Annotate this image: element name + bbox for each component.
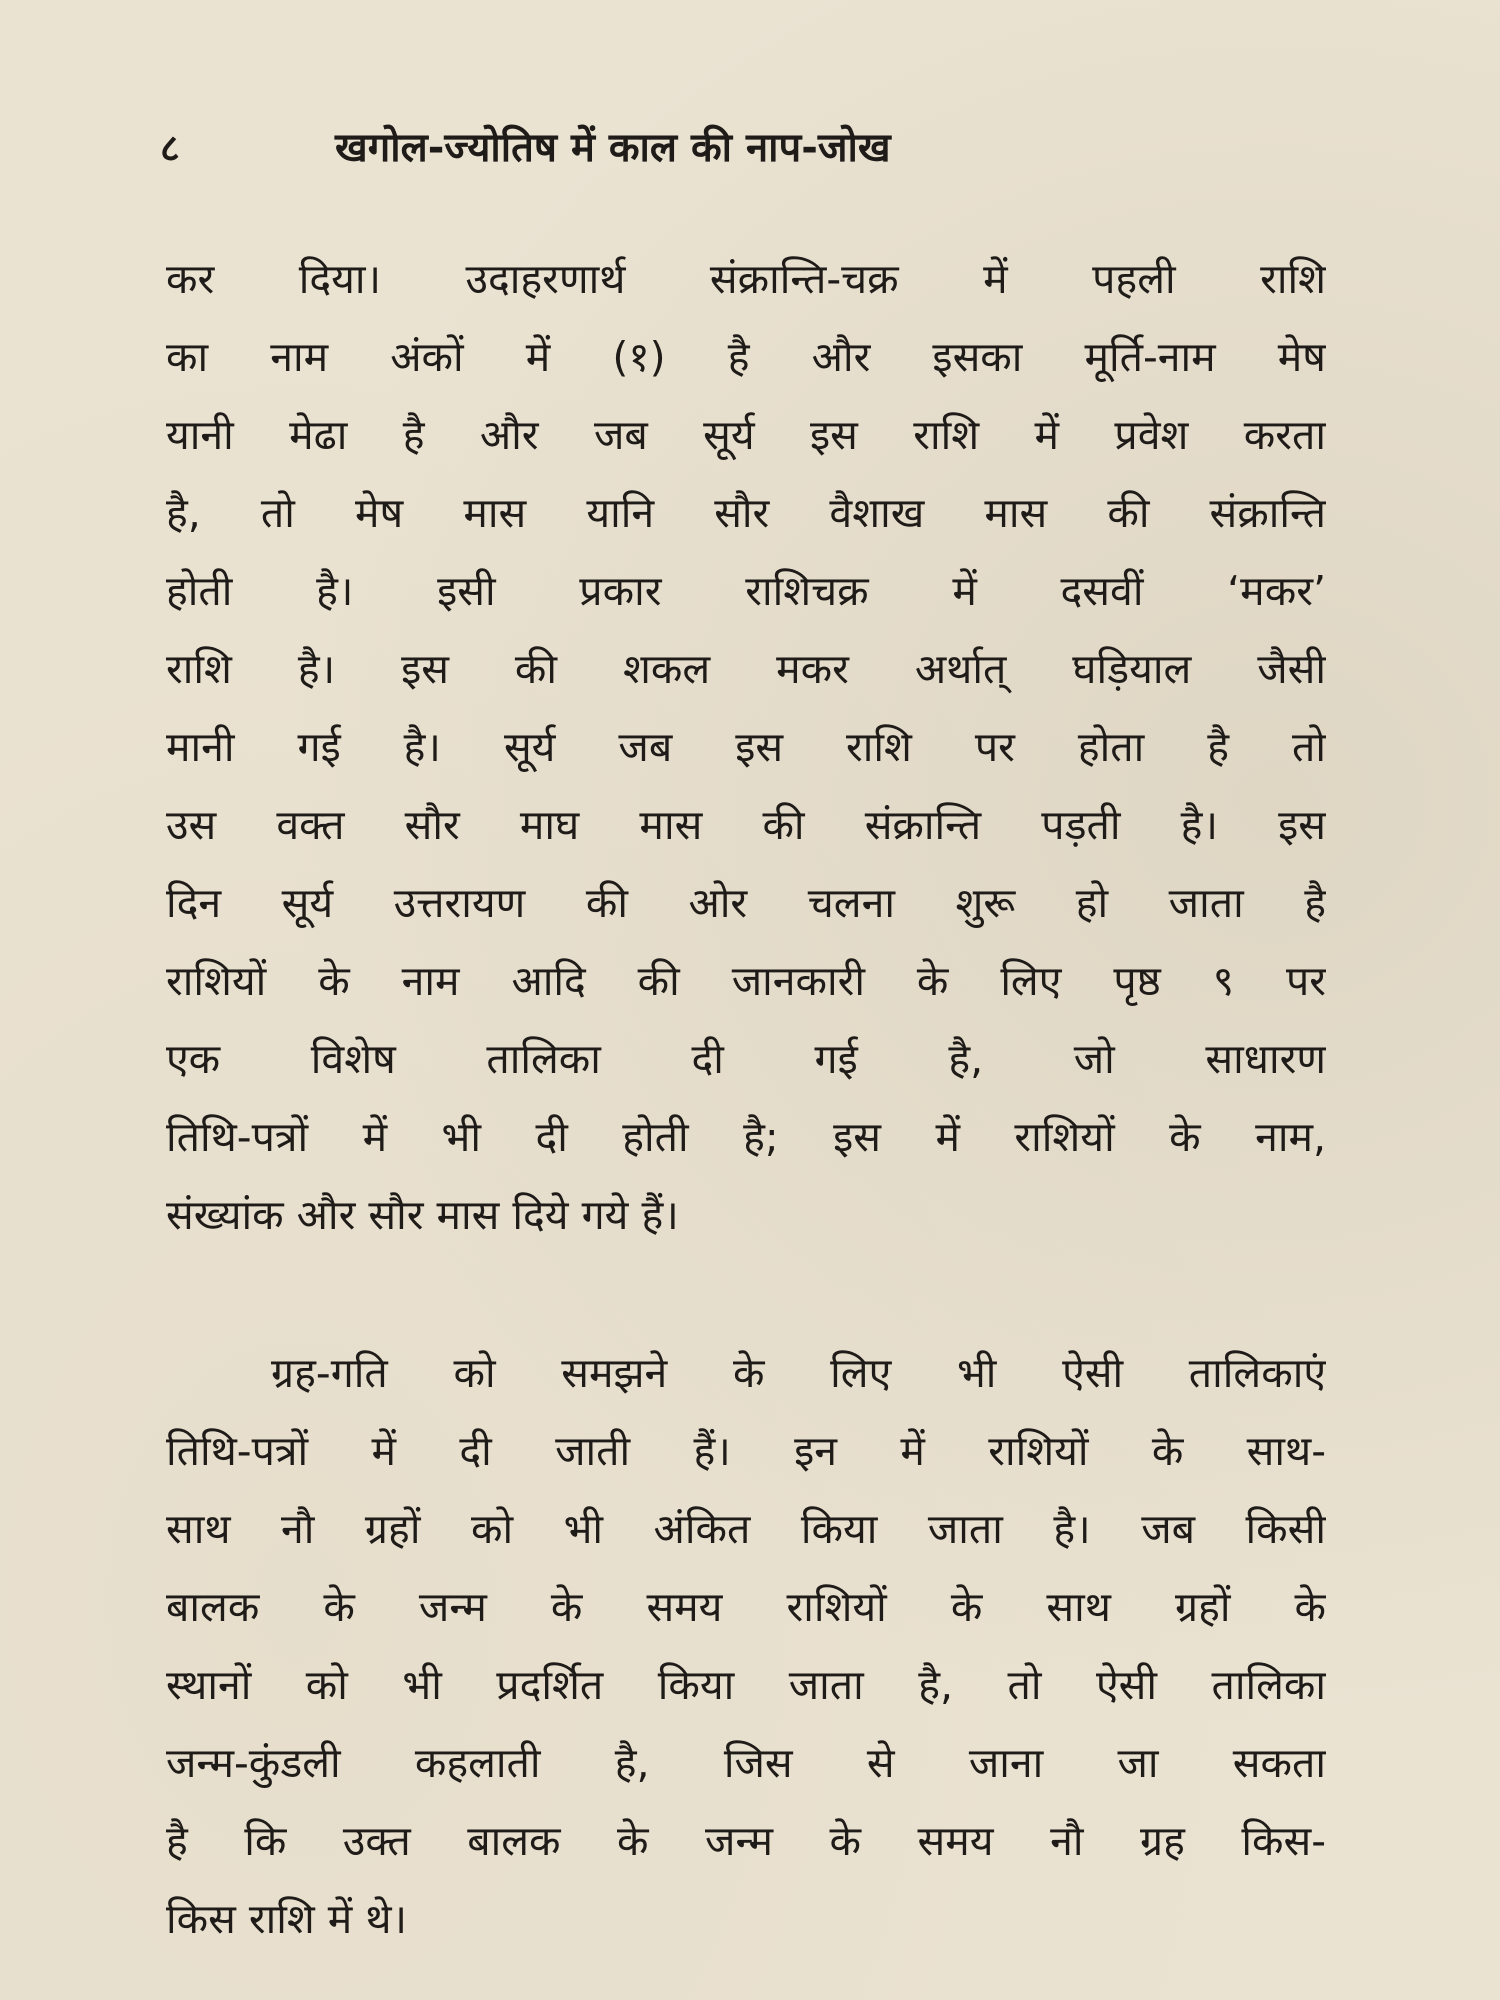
text-line: तिथि-पत्रों में दी जाती हैं। इन में राशियों के साथ- — [166, 1427, 1326, 1475]
text-line: राशियों के नाम आदि की जानकारी के लिए पृष्ठ ९ पर — [166, 957, 1326, 1005]
text-line: उस वक्त सौर माघ मास की संक्रान्ति पड़ती है। इस — [166, 801, 1326, 849]
paragraph-gap — [166, 1254, 1326, 1334]
text-line: कर दिया। उदाहरणार्थ संक्रान्ति-चक्र में पहली राशि — [166, 255, 1326, 303]
text-line: बालक के जन्म के समय राशियों के साथ ग्रहों के — [166, 1583, 1326, 1631]
text-line: साथ नौ ग्रहों को भी अंकित किया जाता है। जब किसी — [166, 1505, 1326, 1553]
text-line: ग्रह-गति को समझने के लिए भी ऐसी तालिकाएं — [271, 1349, 1326, 1397]
body-text — [166, 240, 1326, 1958]
paragraph-1 — [166, 240, 1326, 1254]
text-line: किस राशि में थे। — [166, 1895, 408, 1943]
text-line: दिन सूर्य उत्तरायण की ओर चलना शुरू हो जाता है — [166, 879, 1326, 927]
text-line: राशि है। इस की शकल मकर अर्थात् घड़ियाल जैसी — [166, 645, 1326, 693]
text-line: स्थानों को भी प्रदर्शित किया जाता है, तो ऐसी तालिका — [166, 1661, 1326, 1709]
page-number: ८ — [160, 126, 180, 170]
text-line: है, तो मेष मास यानि सौर वैशाख मास की संक्रान्ति — [166, 489, 1326, 537]
paragraph-2 — [166, 1334, 1326, 1958]
text-line: संख्यांक और सौर मास दिये गये हैं। — [166, 1191, 679, 1239]
text-line: का नाम अंकों में (१) है और इसका मूर्ति-नाम मेष — [166, 333, 1326, 381]
text-line: होती है। इसी प्रकार राशिचक्र में दसवीं ‘मकर’ — [166, 567, 1326, 615]
running-title: खगोल-ज्योतिष में काल की नाप-जोख — [335, 125, 891, 171]
text-line: मानी गई है। सूर्य जब इस राशि पर होता है तो — [166, 723, 1326, 771]
text-line: तिथि-पत्रों में भी दी होती है; इस में राशियों के नाम, — [166, 1113, 1326, 1161]
page-header — [160, 118, 1340, 178]
text-line: है कि उक्त बालक के जन्म के समय नौ ग्रह किस- — [166, 1817, 1326, 1865]
text-line: यानी मेढा है और जब सूर्य इस राशि में प्रवेश करता — [166, 411, 1326, 459]
text-line: एक विशेष तालिका दी गई है, जो साधारण — [166, 1035, 1326, 1083]
text-line: जन्म-कुंडली कहलाती है, जिस से जाना जा सकता — [166, 1739, 1326, 1787]
